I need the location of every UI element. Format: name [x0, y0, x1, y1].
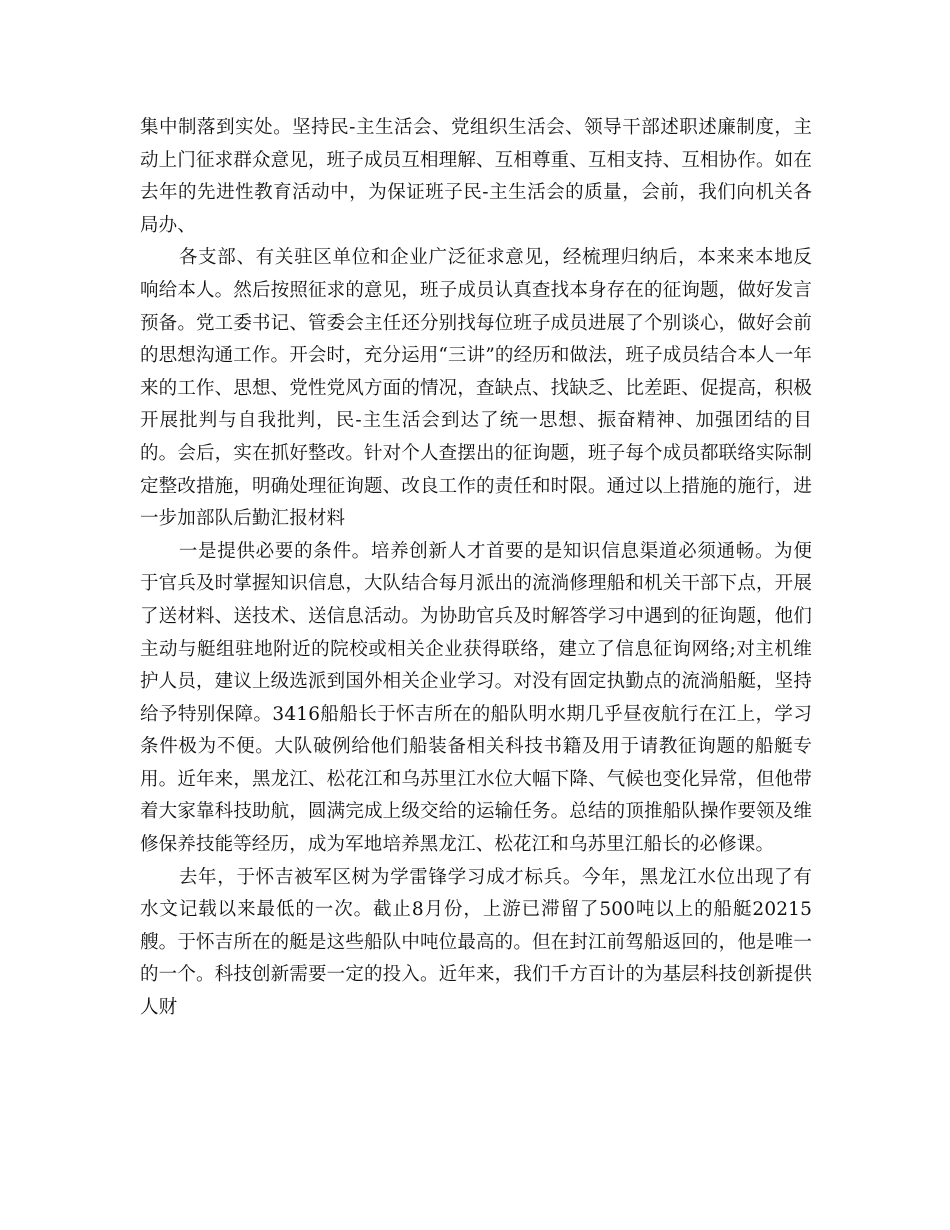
document-page — [140, 112, 812, 1025]
paragraph-1: 集中制落到实处。坚持民-主生活会、党组织生活会、领导干部述职述廉制度，主动上门征求群众意见，班子成员互相理解、互相尊重、互相支持、互相协作。如在去年的先进性教育活动中，为保证班子民-主生活会的质量，会前，我们向机关各局办、 — [140, 117, 812, 236]
paragraph-4: 去年，于怀吉被军区树为学雷锋学习成才标兵。今年，黑龙江水位出现了有水文记载以来最低的一次。截止8月份，上游已滞留了500吨以上的船艇20215艘。于怀吉所在的艇是这些船队中吨位最高的。但在封江前驾船返回的，他是唯一的一个。科技创新需要一定的投入。近年来，我们千方百计的为基层科技创新提供人财 — [140, 866, 812, 1019]
paragraph-3: 一是提供必要的条件。培养创新人才首要的是知识信息渠道必须通畅。为便于官兵及时掌握知识信息，大队结合每月派出的流淌修理船和机关干部下点，开展了送材料、送技术、送信息活动。为协助官兵及时解答学习中遇到的征询题，他们主动与艇组驻地附近的院校或相关企业获得联络，建立了信息征询网络;对主机维护人员，建议上级选派到国外相关企业学习。对没有固定执勤点的流淌船艇，坚持给予特别保障。3416船船长于怀吉所在的船队明水期几乎昼夜航行在江上，学习条件极为不便。大队破例给他们船装备相关科技书籍及用于请教征询题的船艇专用。近年来，黑龙江、松花江和乌苏里江水位大幅下降、气候也变化异常，但他带着大家靠科技助航，圆满完成上级交给的运输任务。总结的顶推船队操作要领及维修保养技能等经历，成为军地培养黑龙江、松花江和乌苏里江船长的必修课。 — [140, 540, 812, 856]
paragraph-2: 各支部、有关驻区单位和企业广泛征求意见，经梳理归纳后，本来来本地反响给本人。然后按照征求的意见，班子成员认真查找本身存在的征询题，做好发言预备。党工委书记、管委会主任还分别找每位班子成员进展了个别谈心，做好会前的思想沟通工作。开会时，充分运用“三讲”的经历和做法，班子成员结合本人一年来的工作、思想、党性党风方面的情况，查缺点、找缺乏、比差距、促提高，积极开展批判与自我批判，民-主生活会到达了统一思想、振奋精神、加强团结的目的。会后，实在抓好整改。针对个人查摆出的征询题，班子每个成员都联络实际制定整改措施，明确处理征询题、改良工作的责任和时限。通过以上措施的施行，进一步加部队后勤汇报材料 — [140, 247, 812, 530]
